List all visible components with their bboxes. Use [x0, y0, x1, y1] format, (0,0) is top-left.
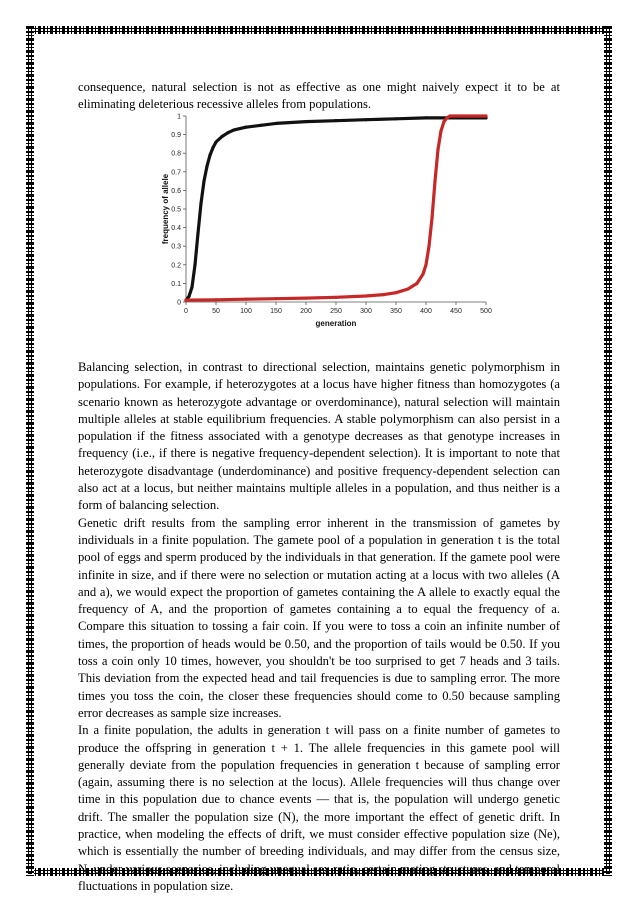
data-point [232, 128, 235, 131]
data-point [364, 118, 367, 121]
allele-frequency-chart [160, 106, 500, 338]
y-tick-label: 0.4 [171, 225, 181, 233]
page-border-right [604, 26, 612, 876]
page-border-left [26, 26, 34, 876]
data-point [394, 291, 397, 294]
data-point [220, 135, 223, 138]
x-tick-label: 300 [360, 308, 372, 315]
x-axis-ticks [184, 302, 492, 315]
series-layer [184, 114, 487, 301]
data-point [184, 299, 187, 302]
data-point [484, 114, 487, 117]
data-point [202, 180, 205, 183]
data-point [454, 114, 457, 117]
x-tick-label: 200 [300, 308, 312, 315]
data-point [214, 298, 217, 301]
data-point [442, 120, 445, 123]
x-tick-label: 450 [450, 308, 462, 315]
data-point [226, 131, 229, 134]
y-tick-label: 0.2 [171, 262, 181, 270]
x-tick-label: 250 [330, 308, 342, 315]
data-point [334, 296, 337, 299]
data-point [304, 120, 307, 123]
paragraph: consequence, natural selection is not as effective as one might naively expect it to be at eliminating deleterious recessive alleles from populations. [78, 80, 560, 112]
data-point [199, 202, 202, 205]
y-tick-label: 0.1 [171, 280, 181, 288]
data-point [436, 148, 439, 151]
data-point [421, 273, 424, 276]
x-tick-label: 50 [212, 308, 220, 315]
data-point [190, 286, 193, 289]
y-tick-label: 0.5 [171, 206, 181, 214]
y-axis-label: frequency of allele [161, 173, 170, 245]
text-body [78, 359, 560, 895]
y-tick-label: 0.7 [171, 169, 181, 177]
y-tick-label: 0.8 [171, 150, 181, 158]
paragraph-balancing-selection: Balancing selection, in contrast to directional selection, maintains genetic polymorphism in populations. For example, if heterozygotes at a locus have higher fitness than homozygotes (a scenario known as heterozygote advantage or overdominance), natural selection will maintain multiple alleles at stable equilibrium frequencies. A stable polymorphism can also persist in a population if the fitness associated with a genotype decreases as that genotype increases in frequency (i.e., if there is negative frequency-dependent selection). It is important to note that heterozygote disadvantage (underdominance) and positive frequency-dependent selection can also act at a locus, but neither maintains multiple alleles in a population, and thus neither is a form of balancing selection. [78, 360, 560, 513]
series-line-1 [186, 118, 486, 300]
data-point [244, 298, 247, 301]
x-axis-label: generation [315, 319, 357, 328]
data-point [448, 114, 451, 117]
data-point [193, 263, 196, 266]
data-point [211, 146, 214, 149]
data-point [439, 129, 442, 132]
y-tick-label: 0.6 [171, 187, 181, 195]
data-point [406, 287, 409, 290]
data-point [424, 263, 427, 266]
y-tick-label: 0.3 [171, 243, 181, 251]
data-point [205, 165, 208, 168]
x-tick-label: 0 [184, 308, 188, 315]
data-point [364, 294, 367, 297]
data-point [427, 245, 430, 248]
y-axis-ticks [171, 114, 186, 307]
data-point [424, 116, 427, 119]
data-point [415, 282, 418, 285]
data-point [433, 180, 436, 183]
data-point [394, 117, 397, 120]
data-point [274, 297, 277, 300]
data-point [187, 295, 190, 298]
y-tick-label: 0.9 [171, 132, 181, 140]
data-point [196, 232, 199, 235]
x-tick-label: 350 [390, 308, 402, 315]
y-tick-label: 1 [177, 113, 181, 121]
x-tick-label: 400 [420, 308, 432, 315]
page-border-top [26, 26, 612, 34]
data-point [214, 140, 217, 143]
paragraph-finite-population: In a finite population, the adults in generation t will pass on a finite number of gametes to produce the offspring in generation t + 1. The allele frequencies in this gamete pool will generally deviate from the population frequencies in generation t because of sampling error (again, assuming there is no selection at the locus). Allele frequencies will thus change over time in this population due to chance events — that is, the population will undergo genetic drift. The smaller the population size (N), the more important the effect of genetic drift. In practice, when modeling the effects of drift, we must consider effective population size (Ne), which is essentially the number of breeding individuals, and may differ from the census size, N, under various scenarios, including unequal sex ratio, certain mating structures, and temporal fluctuations in population size. [78, 723, 560, 893]
x-tick-label: 150 [270, 308, 282, 315]
allele-frequency-figure [160, 106, 500, 338]
x-tick-label: 500 [480, 308, 492, 315]
data-point [466, 114, 469, 117]
data-point [382, 293, 385, 296]
data-point [445, 116, 448, 119]
data-point [304, 296, 307, 299]
data-point [244, 126, 247, 129]
x-tick-label: 100 [240, 308, 252, 315]
paragraph-genetic-drift: Genetic drift results from the sampling error inherent in the transmission of gametes by individuals in a finite population. The gamete pool of a population in generation t is the total pool of eggs and sperm produced by the individuals in that generation. If the gamete pool were infinite in size, and if there were no selection or mutation acting at a locus with two alleles (A and a), we would expect the proportion of gametes containing the A allele to exactly equal the frequency of A, and the proportion of gametes containing a to equal the frequency of a. Compare this situation to tossing a fair coin. If you were to toss a coin an infinite number of times, the proportion of heads would be 0.50, and the proportion of tails would be 0.50. If you toss a coin only 10 times, however, you shouldn't be too surprised to get 7 heads and 3 tails. This deviation from the expected head and tail frequencies is due to sampling error. The more times you toss the coin, the closer these frequencies should come to 0.50 because sampling error decreases as sample size increases. [78, 515, 560, 720]
data-point [430, 217, 433, 220]
data-point [259, 124, 262, 127]
data-point [274, 122, 277, 125]
data-point [334, 119, 337, 122]
series-line-2 [186, 116, 486, 300]
data-point [208, 153, 211, 156]
y-tick-label: 0 [177, 299, 181, 307]
